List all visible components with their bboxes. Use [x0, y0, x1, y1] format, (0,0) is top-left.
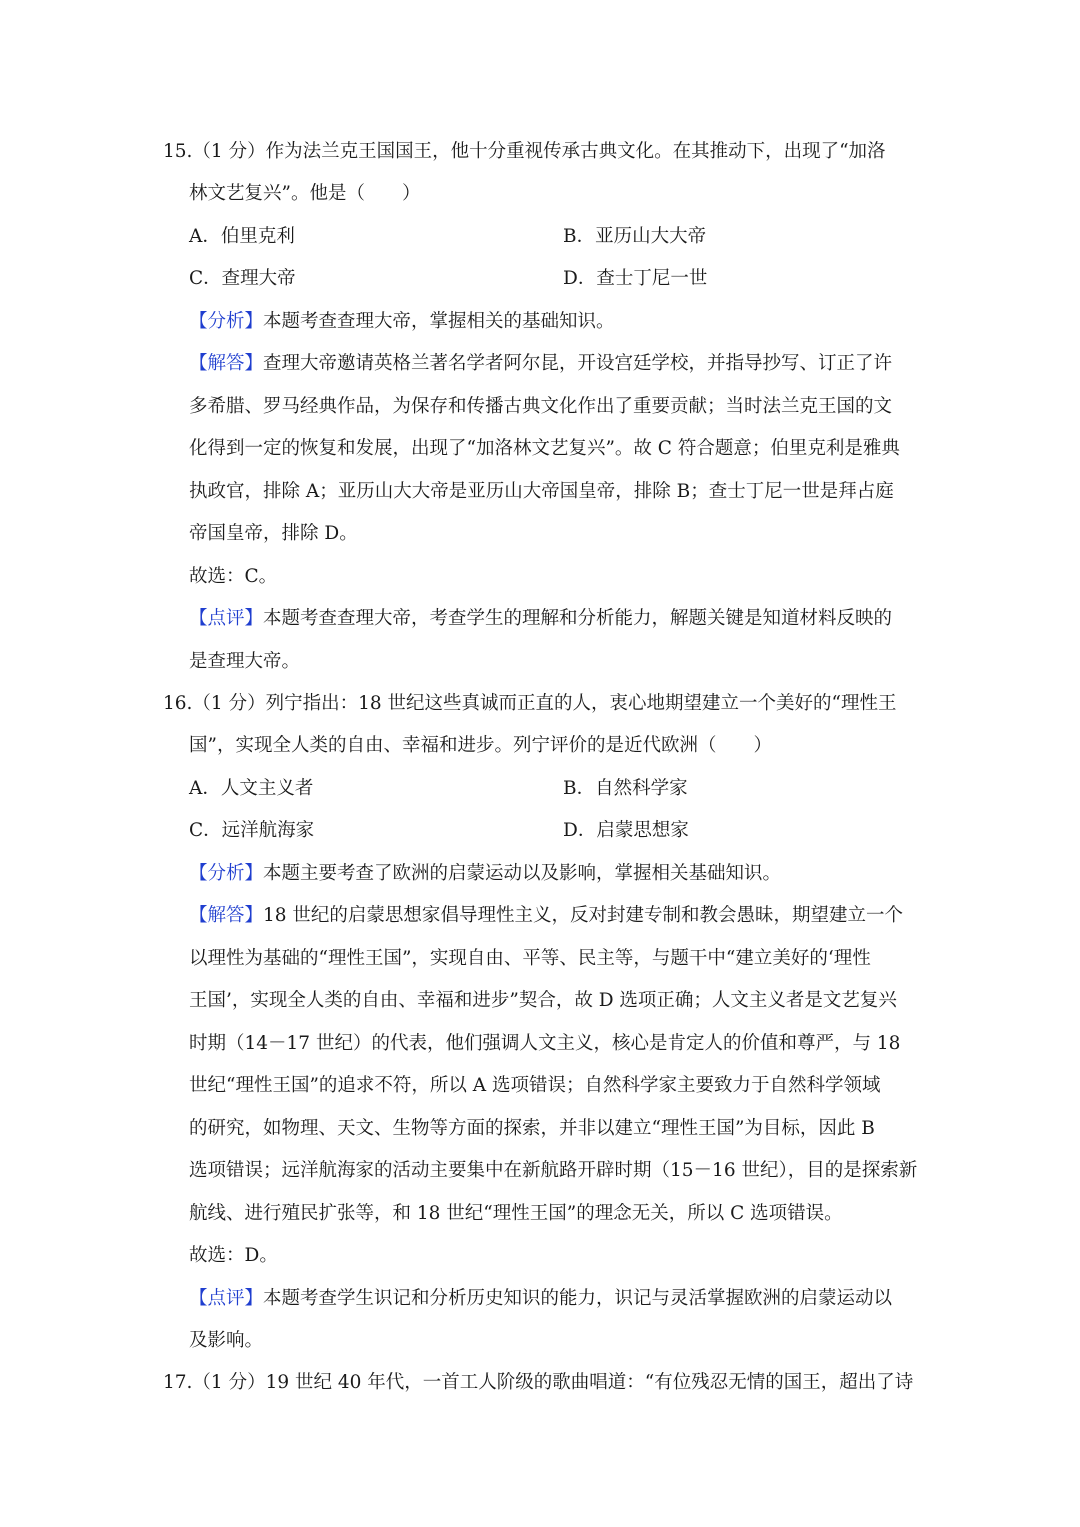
- q16-option-d: D．启蒙思想家: [563, 820, 689, 841]
- q15-option-d: D．查士丁尼一世: [563, 268, 708, 289]
- q15-comment-line1: [189, 606, 892, 632]
- q15-stem-line2: 林文艺复兴”。他是（ ）: [189, 183, 421, 204]
- q15-answer-line2: 多希腊、罗马经典作品，为保存和传播古典文化作出了重要贡献；当时法兰克王国的文: [189, 396, 893, 417]
- q15-answer-line1: [189, 351, 892, 377]
- q15-answer-text1: 查理大帝邀请英格兰著名学者阿尔昆，开设宫廷学校，并指导抄写、订正了许: [263, 353, 893, 374]
- q16-option-c: C．远洋航海家: [189, 820, 315, 841]
- q16-answer-line3: 王国’，实现全人类的自由、幸福和进步”契合，故 D 选项正确；人文主义者是文艺复兴: [189, 990, 897, 1011]
- q15-option-b: B．亚历山大大帝: [563, 226, 707, 247]
- q16-option-b: B．自然科学家: [563, 778, 688, 799]
- q16-choice: 故选：D。: [189, 1245, 278, 1266]
- q16-stem-line1: 16.（1 分）列宁指出：18 世纪这些真诚而正直的人，衷心地期望建立一个美好的“理性王: [163, 693, 897, 714]
- q16-analysis: [189, 861, 781, 887]
- q15-analysis-text: 本题考查查理大帝，掌握相关的基础知识。: [263, 311, 615, 332]
- q15-comment-line2: 是查理大帝。: [189, 651, 301, 672]
- q17-stem-line1: 17.（1 分）19 世纪 40 年代，一首工人阶级的歌曲唱道：“有位残忍无情的国王，超出了诗: [163, 1372, 914, 1393]
- q16-answer-line8: 航线、进行殖民扩张等，和 18 世纪“理性王国”的理念无关，所以 C 选项错误。: [189, 1203, 843, 1224]
- comment-tag: 【点评】: [189, 1288, 264, 1309]
- q16-answer-line4: 时期（14－17 世纪）的代表，他们强调人文主义，核心是肯定人的价值和尊严，与 18: [189, 1033, 901, 1054]
- q16-answer-line1: [189, 903, 903, 929]
- q15-answer-line4: 执政官，排除 A；亚历山大大帝是亚历山大帝国皇帝，排除 B；查士丁尼一世是拜占庭: [189, 481, 894, 502]
- q16-analysis-text: 本题主要考查了欧洲的启蒙运动以及影响，掌握相关基础知识。: [263, 863, 782, 884]
- q15-option-a: A．伯里克利: [189, 226, 295, 247]
- q16-stem-line2: 国”，实现全人类的自由、幸福和进步。列宁评价的是近代欧洲（ ）: [189, 735, 772, 756]
- q15-answer-line5: 帝国皇帝，排除 D。: [189, 523, 358, 544]
- q16-option-a: A．人文主义者: [189, 778, 314, 799]
- comment-tag: 【点评】: [189, 608, 264, 629]
- analysis-tag: 【分析】: [189, 863, 264, 884]
- q16-comment-line2: 及影响。: [189, 1330, 264, 1351]
- q15-option-c: C．查理大帝: [189, 268, 296, 289]
- q15-choice: 故选：C。: [189, 566, 278, 587]
- q16-answer-line5: 世纪“理性王国”的追求不符，所以 A 选项错误；自然科学家主要致力于自然科学领域: [189, 1075, 881, 1096]
- q16-answer-line2: 以理性为基础的“理性王国”，实现自由、平等、民主等，与题干中“建立美好的‘理性: [189, 948, 871, 969]
- q15-comment-text1: 本题考查查理大帝，考查学生的理解和分析能力，解题关键是知道材料反映的: [263, 608, 893, 629]
- q15-stem-line1: 15.（1 分）作为法兰克王国国王，他十分重视传承古典文化。在其推动下，出现了“加洛: [163, 141, 886, 162]
- analysis-tag: 【分析】: [189, 311, 264, 332]
- q15-analysis: [189, 309, 615, 335]
- q15-answer-line3: 化得到一定的恢复和发展，出现了“加洛林文艺复兴”。故 C 符合题意；伯里克利是雅典: [189, 438, 900, 459]
- answer-tag: 【解答】: [189, 353, 264, 374]
- q16-answer-text1: 18 世纪的启蒙思想家倡导理性主义，反对封建专制和教会愚昧，期望建立一个: [263, 905, 903, 926]
- answer-tag: 【解答】: [189, 905, 264, 926]
- q16-comment-line1: [189, 1286, 892, 1312]
- q16-answer-line6: 的研究，如物理、天文、生物等方面的探索，并非以建立“理性王国”为目标，因此 B: [189, 1118, 875, 1139]
- q16-comment-text1: 本题考查学生识记和分析历史知识的能力，识记与灵活掌握欧洲的启蒙运动以: [263, 1288, 893, 1309]
- q16-answer-line7: 选项错误；远洋航海家的活动主要集中在新航路开辟时期（15－16 世纪），目的是探索新: [189, 1160, 918, 1181]
